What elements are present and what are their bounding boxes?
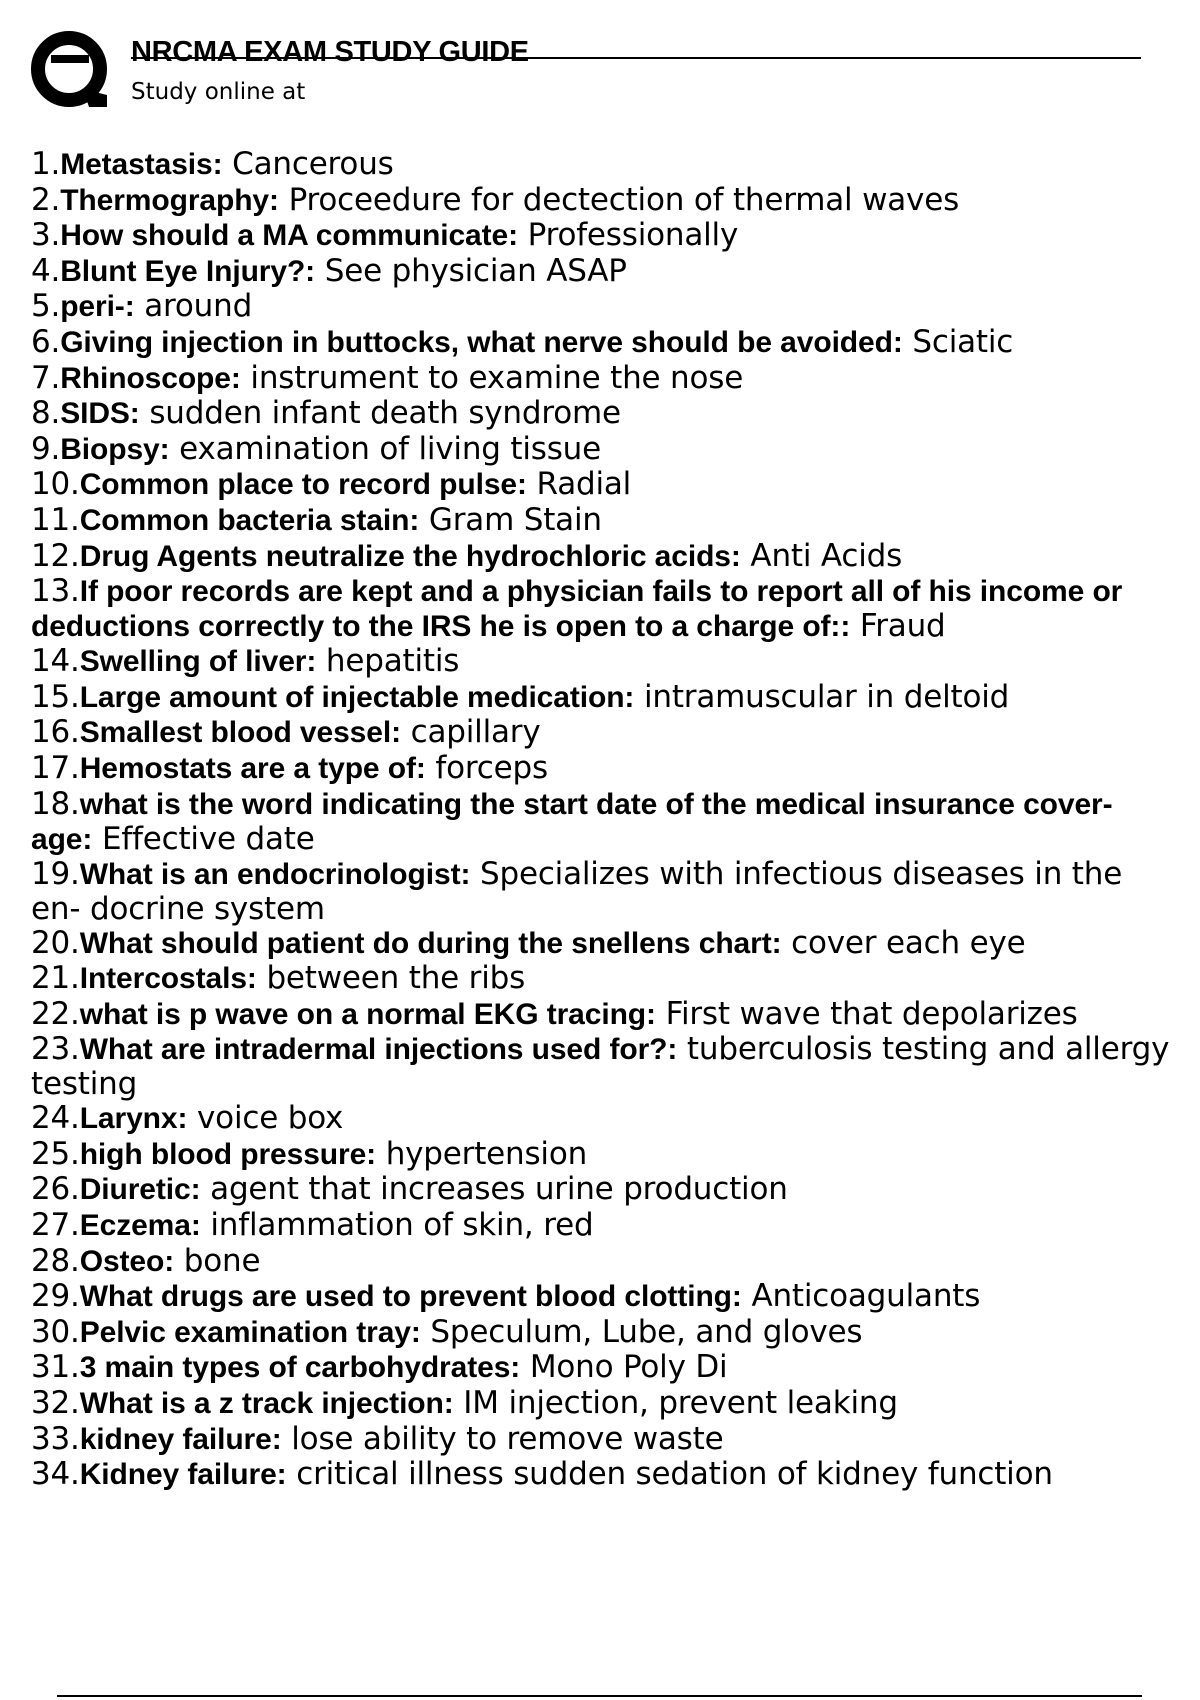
item-term: Biopsy: [60,432,170,466]
study-item [31,147,1176,183]
item-number: 1. [31,146,61,182]
item-term: Blunt Eye Injury?: [60,254,316,288]
study-item [31,503,1176,539]
item-definition: lose ability to remove waste [281,1420,724,1457]
study-item [31,1208,1176,1244]
item-number: 22. [31,995,80,1032]
item-number: 7. [31,359,61,396]
item-definition: Anti Acids [740,537,903,574]
item-number: 14. [31,643,80,680]
item-definition: voice box [187,1100,344,1137]
item-definition: Gram Stain [419,501,602,538]
footer-divider [57,1695,1142,1697]
item-term: What should patient do during the snellens chart: [79,926,782,960]
item-number: 24. [31,1100,80,1137]
item-definition: agent that increases urine production [200,1171,788,1208]
item-definition: First wave that depolarizes [655,995,1078,1032]
item-term: Intercostals: [79,962,257,996]
item-definition: critical illness sudden sedation of kidney function [286,1456,1053,1493]
study-item [31,1172,1176,1208]
item-term: 3 main types of carbohydrates: [79,1351,521,1385]
study-item [31,1315,1176,1351]
item-definition: Specializes with infectious diseases in the en- docrine system [31,855,1123,927]
item-definition: Fraud [850,608,946,645]
item-number: 16. [31,714,80,751]
item-definition: capillary [400,714,541,751]
item-definition: Sciatic [902,323,1014,360]
study-item [31,680,1176,716]
item-definition: cover each eye [781,924,1026,961]
item-term: Common bacteria stain: [79,503,420,537]
study-item [31,715,1176,751]
item-number: 31. [31,1349,80,1386]
item-term: If poor records are kept and a physician fails to report all of his income or deductions correctly to the IRS he is open to a charge of:: [31,575,1123,644]
item-term: Thermography: [60,183,279,217]
study-item [31,396,1176,432]
study-item [31,1244,1176,1280]
item-definition: Radial [526,466,632,503]
item-definition: Professionally [517,217,739,254]
item-number: 10. [31,466,80,503]
item-number: 15. [31,678,80,715]
item-number: 6. [31,323,61,360]
item-definition: tuberculosis testing and allergy testing [31,1031,1170,1103]
study-item [31,644,1176,680]
item-number: 5. [31,288,61,325]
item-term: what is the word indicating the start date of the medical insurance cover- age: [31,787,1113,856]
item-term: How should a MA communicate: [60,219,518,253]
item-term: Large amount of injectable medication: [79,680,635,714]
item-number: 9. [31,430,61,467]
item-number: 8. [31,395,61,432]
item-number: 20. [31,924,80,961]
item-number: 33. [31,1420,80,1457]
q-letter-logo-icon [31,31,111,111]
study-item [31,857,1176,926]
item-term: Giving injection in buttocks, what nerve should be avoided: [60,325,903,359]
item-number: 32. [31,1385,80,1422]
study-item [31,539,1176,575]
item-definition: See physician ASAP [315,252,627,289]
item-definition: instrument to examine the nose [240,359,744,396]
item-definition: hepatitis [316,643,460,680]
item-number: 26. [31,1171,80,1208]
item-term: Larynx: [79,1102,188,1136]
item-term: Kidney failure: [79,1458,287,1492]
item-number: 11. [31,501,80,538]
item-number: 21. [31,960,80,997]
item-term: what is p wave on a normal EKG tracing: [79,997,656,1031]
item-number: 30. [31,1313,80,1350]
item-definition: Speculum, Lube, and gloves [420,1313,863,1350]
study-item [31,787,1176,857]
item-term: Common place to record pulse: [79,468,527,502]
item-number: 13. [31,573,80,610]
item-definition: hypertension [376,1135,588,1172]
study-item [31,926,1176,962]
study-item [31,432,1176,468]
study-item [31,961,1176,997]
study-item [31,1422,1176,1458]
item-term: Hemostats are a type of: [79,751,426,785]
item-definition: Mono Poly Di [520,1349,728,1386]
study-item [31,361,1176,397]
item-term: Pelvic examination tray: [79,1315,421,1349]
item-definition: inflammation of skin, red [200,1207,594,1244]
item-term: Osteo: [79,1244,175,1278]
item-number: 2. [31,181,61,218]
item-definition: Cancerous [222,146,394,182]
item-term: Metastasis: [60,148,223,181]
study-item [31,1101,1176,1137]
study-item [31,254,1176,290]
study-item [31,1386,1176,1422]
item-number: 27. [31,1207,80,1244]
item-number: 19. [31,855,80,892]
study-item [31,1137,1176,1173]
item-term: Rhinoscope: [60,361,241,395]
study-item [31,1279,1176,1315]
study-item [31,289,1176,325]
item-number: 23. [31,1031,80,1068]
item-number: 12. [31,537,80,574]
study-item [31,997,1176,1033]
study-item [31,218,1176,254]
item-number: 3. [31,217,61,254]
item-term: What are intradermal injections used for?: [79,1033,678,1067]
item-number: 29. [31,1278,80,1315]
item-term: Diuretic: [79,1173,201,1207]
item-number: 18. [31,785,80,822]
study-item [31,574,1176,644]
study-item-list [31,147,1176,1493]
header-subtitle: Study online at [131,79,306,105]
item-number: 34. [31,1456,80,1493]
item-definition: between the ribs [256,960,526,997]
item-term: What is an endocrinologist: [79,857,471,891]
item-term: SIDS: [60,397,140,431]
item-term: Drug Agents neutralize the hydrochloric acids: [79,539,741,573]
study-item [31,1350,1176,1386]
item-definition: forceps [425,749,548,786]
item-definition: Effective date [92,820,315,857]
item-definition: examination of living tissue [169,430,601,467]
item-term: peri-: [60,290,135,324]
item-number: 4. [31,252,61,289]
item-term: What is a z track injection: [79,1387,454,1421]
study-item [31,183,1176,219]
item-term: What drugs are used to prevent blood clotting: [79,1280,742,1314]
item-number: 25. [31,1135,80,1172]
item-number: 17. [31,749,80,786]
item-definition: bone [174,1242,261,1279]
item-definition: intramuscular in deltoid [634,678,1010,715]
item-definition: Anticoagulants [741,1278,981,1315]
item-number: 28. [31,1242,80,1279]
study-item [31,467,1176,503]
item-term: Eczema: [79,1209,201,1243]
header-divider [131,57,1141,59]
item-term: Swelling of liver: [79,645,317,679]
item-definition: Proceedure for dectection of thermal waves [278,181,960,218]
study-item [31,1032,1176,1101]
item-term: Smallest blood vessel: [79,716,401,750]
item-definition: around [134,288,253,325]
item-definition: sudden infant death syndrome [139,395,621,432]
study-item [31,1457,1176,1493]
item-definition: IM injection, prevent leaking [453,1385,898,1422]
page-title: NRCMA EXAM STUDY GUIDE [131,36,529,68]
item-term: high blood pressure: [79,1137,377,1171]
study-item [31,325,1176,361]
study-item [31,751,1176,787]
item-term: kidney failure: [79,1422,282,1456]
